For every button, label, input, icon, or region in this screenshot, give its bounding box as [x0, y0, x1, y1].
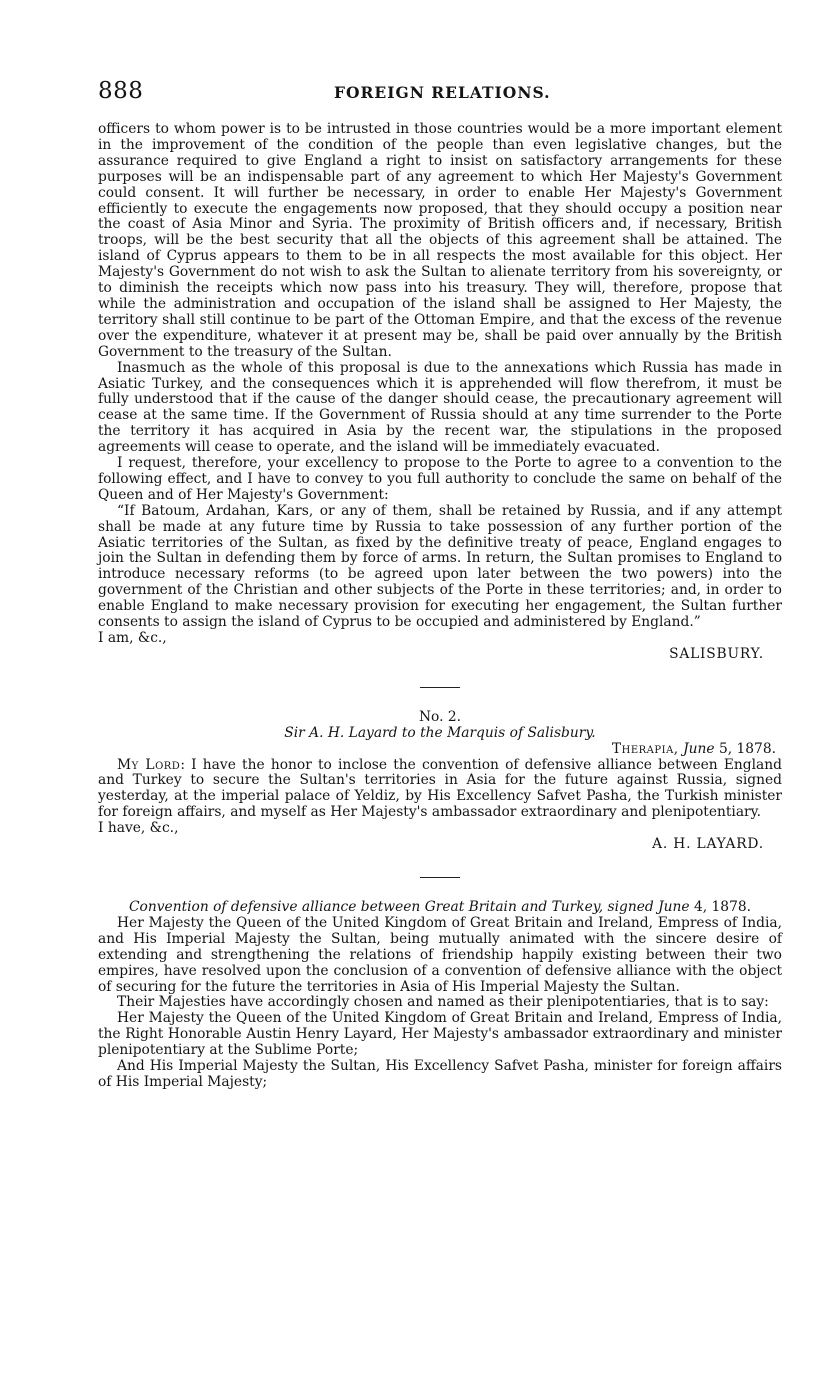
dispatch-body	[98, 758, 782, 822]
convention-paragraph: Her Majesty the Queen of the United Kingdom of Great Britain and Ireland, Empress of India, and His Imperial Majesty the Sultan, being mutually animated with the sincere desire of extending and strengthening the relations of friendship happily existing between their two empires, have resolved upon the conclusion of a convention of defensive alliance with the object of securing for the future the territories in Asia of His Imperial Majesty the Sultan.	[98, 914, 782, 995]
dispatch-heading: Sir A. H. Layard to the Marquis of Salisbury.	[284, 724, 596, 741]
section-divider	[420, 877, 460, 878]
convention-title-date: 4, 1878.	[689, 898, 752, 915]
document-body	[98, 122, 782, 1091]
page-number: 888	[98, 78, 144, 104]
dateline	[98, 742, 782, 758]
body-paragraph: I request, therefore, your excellency to propose to the Porte to agree to a convention to the following effect, and I have to convey to you full authority to conclude the same on behalf of the Queen and of Her Majesty's Government:	[98, 455, 782, 503]
convention-paragraph: And His Imperial Majesty the Sultan, His Excellency Safvet Pasha, minister for foreign affairs of His Imperial Majesty;	[98, 1058, 782, 1090]
dispatch-text: : I have the honor to inclose the convention of defensive alliance between England and Turkey to secure the Sultan's territories in Asia for the future against Russia, signed yesterday, at the imperial palace of Yeldiz, by His Excellency Safvet Pasha, the Turkish minister for foreign affairs, and myself as Her Majesty's ambassador extraordinary and plenipotentiary.	[98, 756, 782, 821]
signature: A. H. LAYARD.	[652, 836, 764, 853]
dateline-place: Therapia,	[611, 740, 679, 757]
body-paragraph: officers to whom power is to be intrusted in those countries would be a more important element in the improvement of the condition of the people than even legislative changes, but the assurance required to give England a right to insist on satisfactory arrangements for these purposes will be an indispensable part of any agreement to which Her Majesty's Government could consent. It will further be necessary, in order to enable Her Majesty's Government efficiently to execute the engagements now proposed, that they should occupy a position near the coast of Asia Minor and Syria. The proximity of British officers and, if necessary, British troops, will be the best security that all the objects of this agreement shall be attained. The island of Cyprus appears to them to be in all respects the most available for this object. Her Majesty's Government do not wish to ask the Sultan to alienate territory from his sovereignty, or to diminish the receipts which now pass into his treasury. They will, therefore, propose that while the administration and occupation of the island shall be assigned to Her Majesty, the territory shall still continue to be part of the Ottoman Empire, and that the excess of the revenue over the expenditure, whatever it at present may be, shall be paid over annually by the British Government to the treasury of the Sultan.	[98, 121, 782, 360]
dispatch-number: No. 2.	[418, 708, 462, 725]
body-paragraph: Inasmuch as the whole of this proposal is due to the annexations which Russia has made in Asiatic Turkey, and the consequences which it is apprehended will flow therefrom, it must be fully understood that if the cause of the danger should cease, the precautionary agreement will cease at the same time. If the Government of Russia should at any time surrender to the Porte the territory it has acquired in Asia by the recent war, the stipulations in the proposed agreements will cease to operate, and the island will be immediately evacuated.	[98, 359, 782, 456]
quoted-convention-text: “If Batoum, Ardahan, Kars, or any of them, shall be retained by Russia, and if any attempt shall be made at any future time by Russia to take possession of any further portion of the Asiatic territories of the Sultan, as fixed by the definitive treaty of peace, England engages to join the Sultan in defending them by force of arms. In return, the Sultan promises to England to introduce necessary reforms (to be agreed upon later between the two powers) into the government of the Christian and other subjects of the Porte in these territories; and, in order to enable England to make necessary provision for executing her engagement, the Sultan further consents to assign the island of Cyprus to be occupied and administered by England.”	[98, 502, 782, 631]
convention-paragraph: Her Majesty the Queen of the United Kingdom of Great Britain and Ireland, Empress of India, the Right Honorable Austin Henry Layard, Her Majesty's ambassador extraordinary and minister plenipotentiary at the Sublime Porte;	[98, 1010, 782, 1059]
salutation: My Lord	[117, 756, 181, 773]
closing-formula: I have, &c.,	[98, 820, 179, 837]
signature: SALISBURY.	[669, 645, 764, 662]
convention-paragraph: Their Majesties have accordingly chosen and named as their plenipotentiaries, that is to say:	[117, 994, 769, 1011]
running-head: FOREIGN RELATIONS.	[334, 83, 551, 102]
page-header	[98, 78, 782, 108]
convention-title-italic: Convention of defensive alliance between Great Britain and Turkey, signed June	[128, 898, 690, 915]
section-divider	[420, 687, 460, 688]
convention-title	[98, 900, 782, 916]
closing-formula: I am, &c.,	[98, 630, 167, 646]
dateline-day-year: 5, 1878.	[718, 740, 776, 757]
dateline-month: June	[683, 740, 715, 757]
